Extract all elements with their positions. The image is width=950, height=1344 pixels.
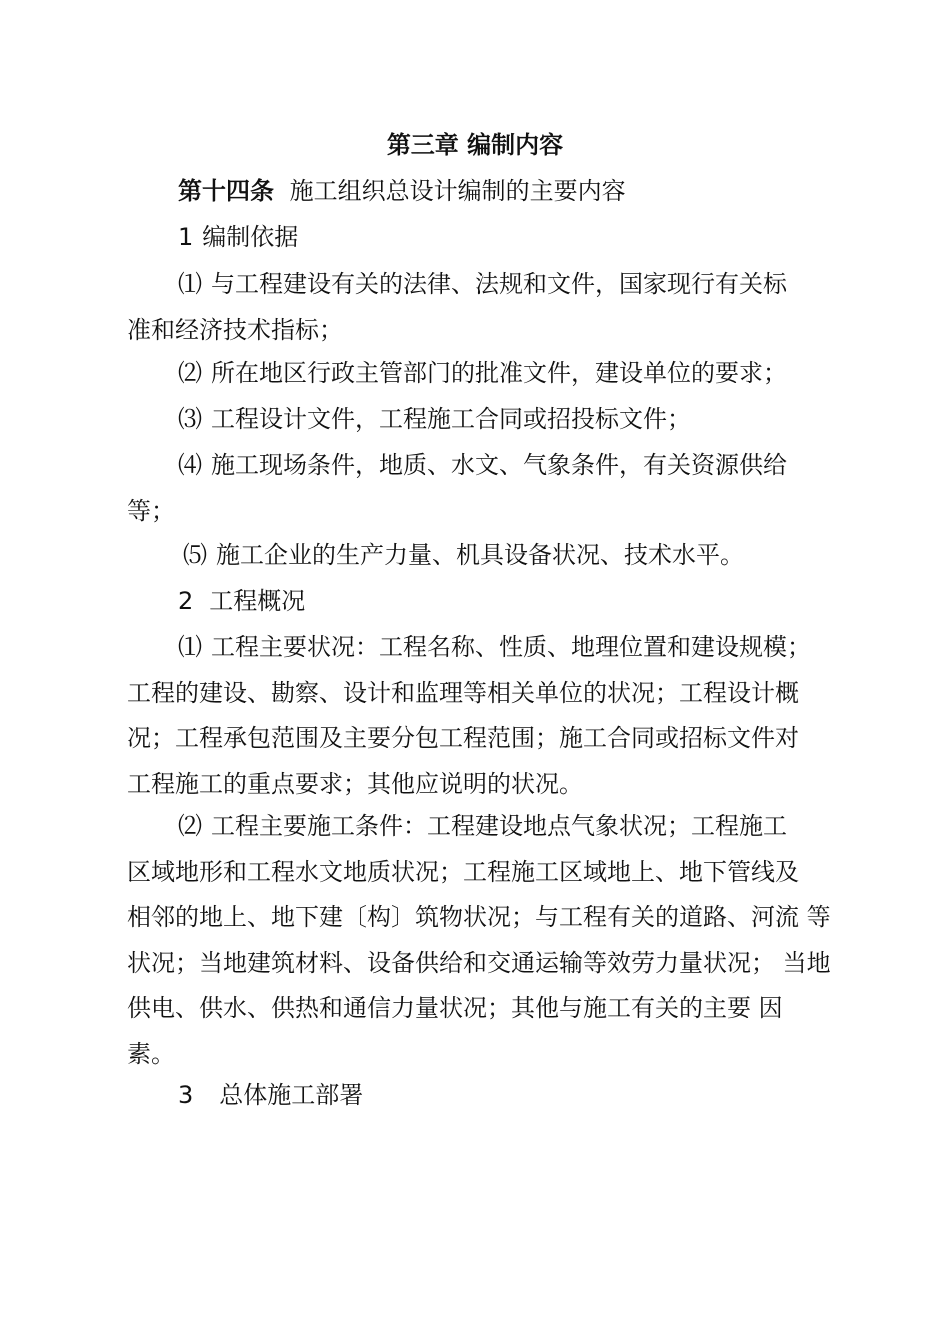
- item-text-line: 工程主要状况：工程名称、性质、地理位置和建设规模；: [211, 633, 811, 661]
- list-item: [127, 397, 847, 443]
- list-item: [127, 625, 847, 807]
- chapter-title: 第三章 编制内容: [386, 131, 564, 159]
- section-heading-3: [178, 1073, 898, 1119]
- item-text-line: 供电、供水、供热和通信力量状况；其他与施工有关的主要 因: [127, 994, 783, 1022]
- section-number: 2: [178, 587, 194, 615]
- item-text-line: 工程主要施工条件：工程建设地点气象状况；工程施工: [211, 812, 787, 840]
- section-heading-1: [178, 215, 898, 261]
- list-item: [127, 262, 847, 353]
- section-heading-2: [178, 579, 898, 625]
- item-text-line: 区域地形和工程水文地质状况；工程施工区域地上、地下管线及: [127, 857, 799, 886]
- item-number: ⑵: [178, 812, 202, 840]
- item-text-line: 施工现场条件，地质、水文、气象条件，有关资源供给: [211, 451, 787, 479]
- article-number: 第十四条: [178, 177, 274, 205]
- item-number: ⑶: [178, 405, 202, 433]
- item-text-line: 状况；当地建筑材料、设备供给和交通运输等效劳力量状况； 当地: [127, 948, 831, 977]
- item-number: ⑵: [178, 359, 202, 387]
- section-number: 3: [178, 1081, 194, 1109]
- item-number: ⑷: [178, 451, 202, 479]
- item-text-line: 准和经济技术指标；: [127, 315, 343, 344]
- section-title: 总体施工部署: [219, 1081, 364, 1109]
- section-title: 编制依据: [202, 223, 299, 251]
- section-title: 工程概况: [209, 587, 306, 615]
- item-number: ⑸: [183, 541, 207, 569]
- article-title: 施工组织总设计编制的主要内容: [289, 177, 626, 205]
- item-text-line: 素。: [127, 1039, 175, 1068]
- list-item: [127, 804, 847, 1077]
- list-item: [127, 533, 847, 579]
- item-text-line: 等；: [127, 496, 175, 525]
- item-text-line: 与工程建设有关的法律、法规和文件，国家现行有关标: [211, 270, 787, 298]
- article-heading: [178, 169, 898, 215]
- item-number: ⑴: [178, 270, 202, 298]
- list-item: [127, 351, 847, 397]
- list-item: [127, 443, 847, 534]
- item-number: ⑴: [178, 633, 202, 661]
- item-text-line: 工程的建设、勘察、设计和监理等相关单位的状况；工程设计概: [127, 678, 799, 707]
- item-text-line: 工程设计文件，工程施工合同或招投标文件；: [211, 405, 691, 433]
- item-text-line: 所在地区行政主管部门的批准文件，建设单位的要求；: [211, 359, 787, 387]
- item-text-line: 况；工程承包范围及主要分包工程范围；施工合同或招标文件对: [127, 724, 799, 752]
- item-text-line: 相邻的地上、地下建〔构〕筑物状况；与工程有关的道路、河流 等: [127, 903, 831, 931]
- section-number: 1: [178, 223, 194, 251]
- item-text-line: 工程施工的重点要求；其他应说明的状况。: [127, 769, 583, 798]
- item-text-line: 施工企业的生产力量、机具设备状况、技术水平。: [216, 541, 744, 569]
